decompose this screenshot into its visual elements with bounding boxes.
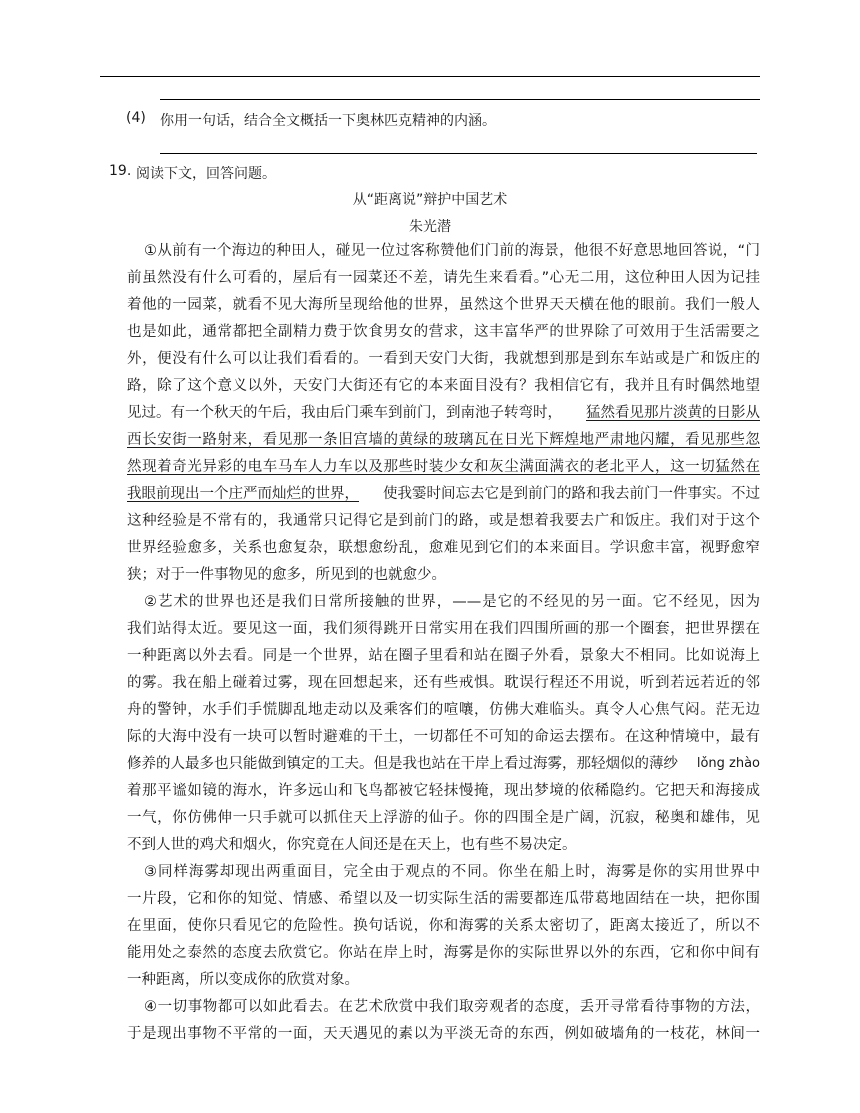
question-4-text: 你用一句话，结合全文概括一下奥林匹克精神的内涵。: [160, 113, 496, 129]
pinyin-annotation: lǒng zhào: [696, 756, 760, 771]
article-title: 从“距离说”辩护中国艺术: [352, 192, 508, 208]
text-line: 在里面，使你只看见它的危险性。换句话说，你和海雾的关系太密切了，距离太接近了，所以不: [127, 918, 760, 934]
article-author: 朱光潜: [409, 219, 451, 235]
text-line: 外，便没有什么可以让我们看看的。一看到天安门大街，我就想到那是到东车站或是广和饭庄的: [127, 351, 760, 367]
text-line: 也是如此，通常都把全副精力费于饮食男女的营求，这丰富华严的世界除了可效用于生活需要之: [127, 324, 760, 340]
text-segment: 修养的人最多也只能做到镇定的工夫。但是我也站在干岸上看过海雾，那轻烟似的薄纱: [127, 756, 678, 772]
text-line: 一种距离以外去看。同是一个世界，站在圈子里看和站在圈子外看，景象大不相同。比如说海上: [127, 648, 760, 664]
text-line: [127, 754, 760, 774]
text-line: 世界经验愈多，关系也愈复杂，联想愈纷乱，愈难见到它们的本来面目。学识愈丰富，视野愈窄: [127, 540, 760, 556]
text-line: ③同样海雾却现出两重面目，完全由于观点的不同。你坐在船上时，海雾是你的实用世界中: [144, 864, 760, 880]
underlined-text: 我眼前现出一个庄严而灿烂的世界，: [127, 486, 359, 502]
question-19-text: 阅读下文，回答问题。: [136, 166, 276, 182]
top-border-line: [100, 76, 760, 77]
question-number-19: 19.: [109, 163, 132, 179]
text-line: 能用处之泰然的态度去欣赏它。你站在岸上时，海雾是你的实际世界以外的东西，它和你中间有: [127, 945, 760, 961]
underlined-text-line: 然现着奇光异彩的电车马车人力车以及那些时装少女和灰尘满面满衣的老北平人，这一切猛然在: [127, 459, 760, 475]
answer-line-previous: [160, 99, 760, 100]
underlined-text-line: 西长安街一路射来，看见那一条旧宫墙的黄绿的玻璃瓦在日光下辉煌地严肃地闪耀，看见那些忽: [127, 432, 760, 448]
text-line: 狭；对于一件事物见的愈多，所见到的也就愈少。: [127, 567, 446, 583]
text-line: 一气，你仿佛伸一只手就可以抓住天上浮游的仙子。你的四围全是广阔，沉寂，秘奥和雄伟，见: [127, 810, 760, 826]
text-line: 一种距离，所以变成你的欣赏对象。: [127, 972, 359, 988]
text-line: 际的大海中没有一块可以暂时避难的干土，一切都任不可知的命运去摆布。在这种情境中，最有: [127, 729, 760, 745]
text-line: 的雾。我在船上碰着过雾，现在回想起来，还有些戒惧。耽误行程还不用说，听到若远若近的邻: [127, 675, 760, 691]
text-line: ①从前有一个海边的种田人，碰见一位过客称赞他们门前的海景，他很不好意思地回答说，“门: [144, 243, 760, 259]
text-line: [127, 484, 760, 504]
text-line: ④一切事物都可以如此看去。在艺术欣赏中我们取旁观者的态度，丢开寻常看待事物的方法，: [144, 999, 760, 1015]
text-segment: 使我霎时间忘去它是到前门的路和我去前门一件事实。不过: [383, 486, 760, 502]
text-line: 一片段，它和你的知觉、情感、希望以及一切实际生活的需要都连瓜带葛地固结在一块，把你围: [127, 891, 760, 907]
text-segment: 见过。有一个秋天的午后，我由后门乘车到前门，到南池子转弯时，: [127, 405, 562, 421]
text-line: [127, 403, 760, 423]
text-line: 舟的警钟，水手们手慌脚乱地走动以及乘客们的喧嚷，仿佛大难临头。真令人心焦气闷。茫无边: [127, 702, 760, 718]
text-line: 着那平谧如镜的海水，许多远山和飞鸟都被它轻抹慢掩，现出梦境的依稀隐约。它把天和海接成: [127, 783, 760, 799]
question-number-4: (4): [126, 110, 146, 126]
text-line: 这种经验是不常有的，我通常只记得它是到前门的路，或是想着我要去广和饭庄。我们对于这个: [127, 513, 760, 529]
text-line: 我们站得太近。要见这一面，我们须得跳开日常实用在我们四围所画的那一个圈套，把世界摆在: [127, 621, 760, 637]
text-line: ②艺术的世界也还是我们日常所接触的世界，——是它的不经见的另一面。它不经见，因为: [144, 594, 760, 610]
answer-line-q4: [160, 153, 757, 154]
text-line: 路，除了这个意义以外，天安门大街还有它的本来面目没有？我相信它有，我并且有时偶然地望: [127, 378, 760, 394]
text-line: 着他的一园菜，就看不见大海所呈现给他的世界，虽然这个世界天天横在他的眼前。我们一般人: [127, 297, 760, 313]
text-line: 不到人世的鸡犬和烟火，你究竟在人间还是在天上，也有些不易决定。: [127, 837, 577, 853]
text-line: 前虽然没有什么可看的，屋后有一园菜还不差，请先生来看看。”心无二用，这位种田人因为记挂: [127, 270, 760, 286]
text-line: 于是现出事物不平常的一面，天天遇见的素以为平淡无奇的东西，例如破墙角的一枝花，林间一: [127, 1026, 760, 1042]
underlined-text: 猛然看见那片淡黄的日影从: [586, 405, 760, 421]
